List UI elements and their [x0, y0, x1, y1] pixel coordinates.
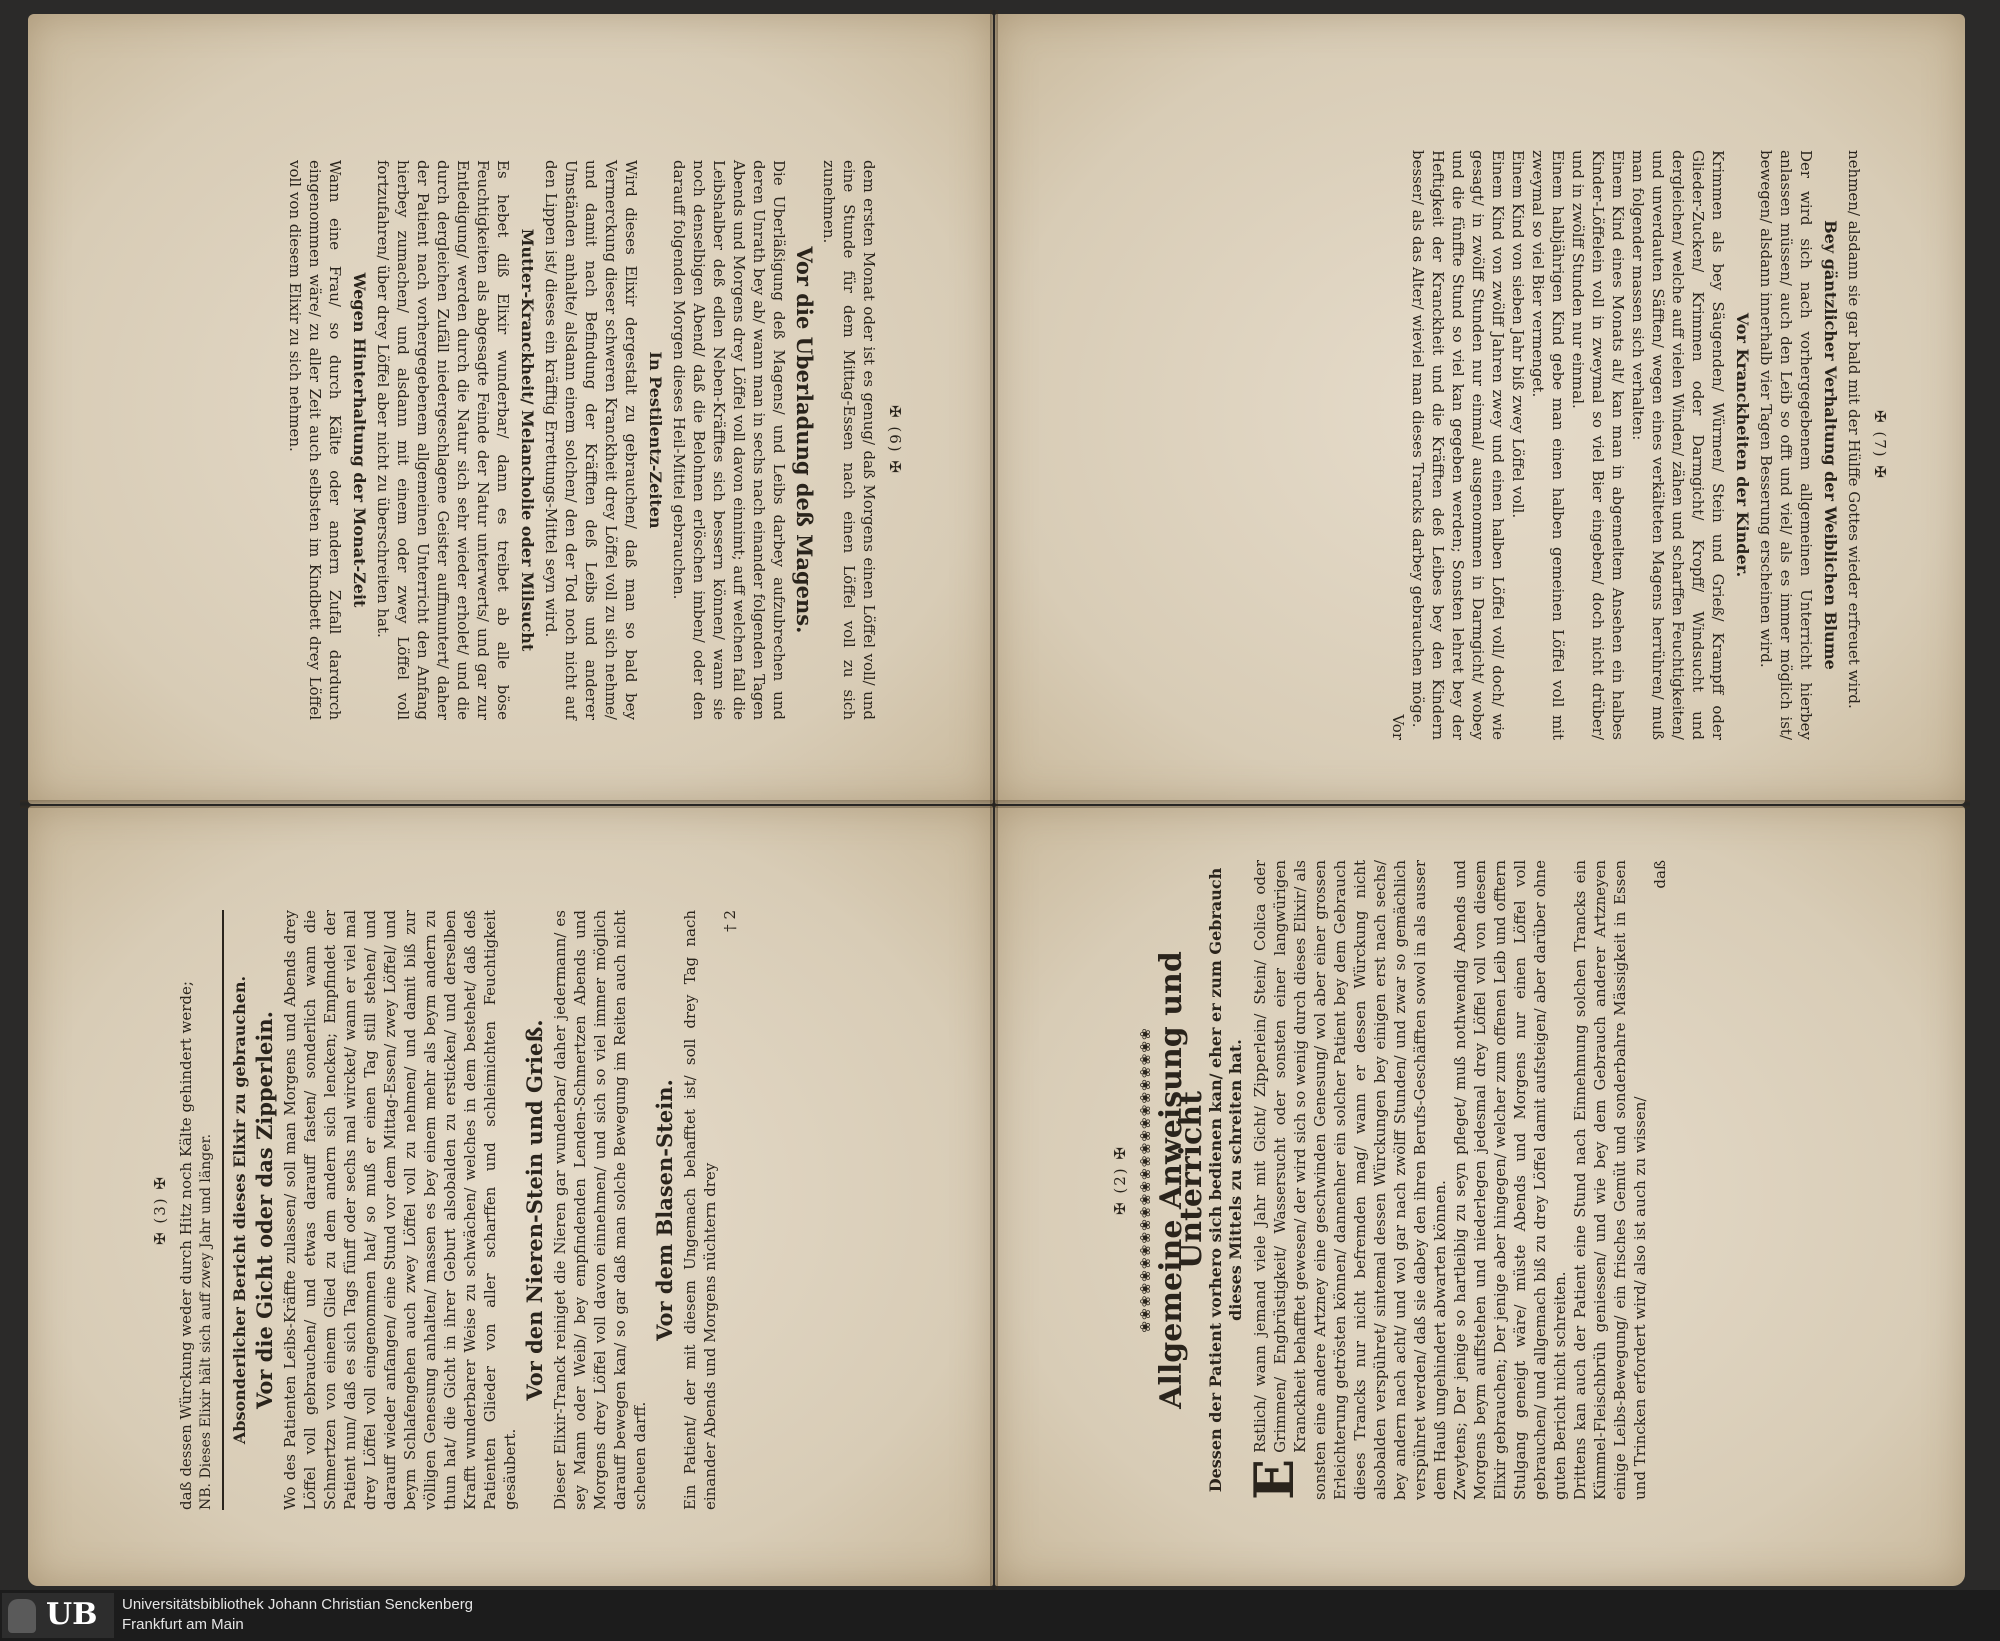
divider [222, 910, 224, 1510]
page-3-intro: daß dessen Würckung weder durch Hitz noch Kälte gehindert werde; [177, 981, 195, 1510]
library-name: Universitätsbibliothek Johann Christian Senckenberg [122, 1596, 474, 1613]
paragraph-mutter: Es hebet diß Elixir wunderbar/ dann es treibet ab alle böse Feuchtigkeiten als abgesagte Feinde der Natur unterwerts/ und gar zur Entledigung/ werden durch die Natur sich sehr wieder erholet/ und die durch dergleichen Zufäll niedergeschlagene Geister auffmuntert/ daher der Patient nach vorhergegebenem allgemeinen Unterricht den Anfang hierbey zumachen/ und alsdann mit einem oder zwey Löffel voll fortzufahren/ über drey Löffel aber nicht zu überschreiten hat. [374, 160, 512, 720]
page-number: ✠ (7) ✠ [1871, 410, 1889, 480]
paragraph-magen: Die Uberläßigung deß Magens/ und Leibs darbey aufzubrechen und deren Unrath bey ab/ wann man in sechs nach einander folgenden Tagen Abends und Morgens drey Löffel voll davon einnimt; auff welchen fall die Leibshalber deß edlen Neben-Kräfftes sich bessern können/ wann sie noch denselbigen Abend/ daß die Belohnen erlöschen imben/ oder den darauff folgenden Morgen dieses Heil-Mittel gebrauchen. [670, 160, 788, 720]
page-number: ✠ (3) ✠ [151, 1175, 169, 1245]
paragraph-kind-zwoelf: Einem Kind von zwölff Jahren zwey und einen halben Löffel voll/ doch/ wie gesagt/ in zwölff Stunden nur einmal/ ausgenommen in Darmgicht/ wobey und die fünffte Stund so viel kan gegeben werden; Sonsten lehret bey der Heftigkeit der Kranckheit und die Kräfften deß Leibes bey den Kindern besser/ als das Alter/ wieviel man dieses Trancks darbey gebrauchen möge. [1409, 150, 1507, 740]
page-number: ✠ (2) ✠ [1111, 1145, 1129, 1215]
heading-blasen: Vor dem Blasen-Stein. [652, 1079, 677, 1341]
portrait-icon [8, 1599, 36, 1633]
fleuron-border: ❀❀❀❀❀❀❀❀❀❀❀❀❀❀❀❀❀❀❀❀❀❀❀❀ [1138, 1027, 1154, 1333]
paragraph-kind-monat: Einem Kind eines Monats alt/ kan man in abgemeltem Ansehen ein halbes Kinder-Löffelein voll in zweymal so viel Bier eingeben/ doch nicht drüber/ und in zwölff Stunden nur einmal. [1569, 150, 1627, 740]
catchword: Vor [1389, 714, 1407, 740]
catchword: daß [1651, 860, 1669, 889]
heading-kinder: Vor Kranckheiten der Kinder. [1733, 312, 1752, 578]
heading-magen: Vor die Uberladung deß Magens. [792, 246, 817, 634]
paragraph-drittens: Drittens kan auch der Patient eine Stund nach Einnehmung solchen Trancks ein Kümmel-Fleischbrüh geniessen/ und wie bey dem Gebrauch anderer Artzneyen einige Leibs-Bewegung/ ein frisches Gemüt und sonderbahre Mässigkeit in Essen und Trincken erfordert wird/ also ist auch zu wissen/ [1571, 860, 1649, 1500]
page-3-column [150, 910, 740, 1510]
library-footer [0, 1590, 2000, 1641]
heading-nieren: Vor den Nieren-Stein und Grieß. [522, 1019, 547, 1401]
heading-pest: In Pestilentz-Zeiten [646, 351, 665, 529]
heading-bericht: Absonderlicher Bericht dieses Elixir zu gebrauchen. [230, 975, 249, 1445]
page-6-column [285, 160, 905, 720]
library-logo [2, 1593, 114, 1638]
page-6-intro: dem ersten Monat oder ist es genug/ daß Morgens einen Löffel voll/ und eine Stunde für dem Mittag-Essen nach einen Löffel voll zu sich zunehmen. [820, 160, 878, 720]
paragraph-kinder: Krimmen als bey Säugenden/ Würmen/ Stein und Grieß/ Krampff oder Glieder-Zucken/ Krimmen oder Darmgicht/ Kropff/ Windsucht und dergleichen/ welche auff vielen Winden/ zähen und scharffen Feuchtigkeiten/ und unverdauten Säfften/ wegen eines verkälteten Magens herrühren/ muß man folgender massen sich verhalten: [1629, 150, 1727, 740]
page-2-column [1110, 860, 1670, 1500]
drop-cap-initial: E [1242, 1458, 1306, 1500]
paragraph-zweytens: Zweytens; Der jenige so hartleibig zu seyn pfleget/ muß nothwendig Abends und Morgens beym auffstehen und niederlegen jedesmal drey Löffel voll von diesem Elixir gebrauchen; Der jenige aber hingegen/ welcher zum offenen Leib und offtern Stulgang geneigt wäre/ müste Abends und Morgens nur einen Löffel voll gebrauchen/ und allgemach biß zu drey Löffel damit aufsteigen/ aber darüber ohne guten Bericht nicht schreiten. [1451, 860, 1569, 1500]
library-location: Frankfurt am Main [122, 1616, 244, 1633]
heading-blume: Bey gäntzlicher Verhaltung der Weiblichen Blume [1821, 220, 1840, 670]
paragraph-blasen: Ein Patient/ der mit diesem Ungemach behafftet ist/ soll drey Tag nach einander Abends und Morgens nüchtern drey [681, 910, 719, 1510]
paragraph-gicht: Wo des Patienten Leibs-Kräffte zulassen/ soll man Morgens und Abends drey Löffel voll gebrauchen/ und etwas darauff fasten/ sonderlich wann die Schmertzen von einem Glied zu dem andern sich lencken; Empfindet der Patient nun/ daß es sich Tags fünff oder sechs mal wircket/ wann er viel mal drey Löffel voll eingenommen hat/ so muß er einen Tag still stehen/ und darauff wieder anfangen/ eine Stund vor dem Mittag-Essen/ zwey Löffel/ und beym Schlafengehen auch zwey Löffel voll zu nehmen/ und damit biß zur völligen Genesung anhalten/ massen es bey einem mehr als beym andern zu thun hat/ die Gicht in ihrer Geburt alsobalden zu ersticken/ und derselben Krafft wunderbarer Weise zu schwächen/ welches in dem bestehet/ daß deß Patienten Glieder von aller scharffen und schleimichten Feuchtigkeit gesäubert. [281, 910, 519, 1510]
page-7-intro: nehmen/ alsdann sie gar bald mit der Hülffe Gottes wieder erfreuet wird. [1845, 150, 1863, 709]
paragraph-erstlich: Rstlich/ wann jemand viele Jahr mit Gicht/ Zipperlein/ Stein/ Colica oder Grimmen/ Engbrüstigkeit/ Wassersucht oder sonsten einer langwürigen Kranckheit behafftet gewesen/ der wird sich so wenig durch dieses Elixir/ als sonsten eine andere Artzney eine geschwinden Genesung/ wol aber einer grossen Erleichterung getrösten können/ dannenher ein solcher Patient bey dem Gebrauch dieses Trancks nur nicht befremden mag/ wann er dessen Würckung nicht alsobalden verspühret/ sintemal dessen Würckungen bey einigen erst nach sechs/ bey andern nach acht/ und wol gar nach zwölff Stunden/ und zwar so gemächlich verspühret werden/ daß sie dabey den ihren Berufs-Geschäfften sowol in als ausser dem Hauß ungehindert abwarten können. [1251, 860, 1449, 1500]
signature-mark: † 2 [721, 910, 739, 932]
heading-gicht: Vor die Gicht oder das Zipperlein. [252, 1011, 277, 1409]
paragraph-blume: Der wird sich nach vorhergegebenem allgemeinen Unterricht hierbey anlassen müssen/ auch den Leib so offt und viel/ als es immer möglich ist/ bewegen/ alsdann innerhalb vier Tagen Besserung erscheinen wird. [1757, 150, 1815, 740]
paragraph-nieren: Dieser Elixir-Tranck reiniget die Nieren gar wunderbar/ daher jedermann/ es sey Mann oder Weib/ bey empfindenden Lenden-Schmertzen Abends und Morgens drey Löffel voll davon einnehmen/ und sich so viel immer möglich darauff bewegen kan/ so gar daß man solche Bewegung im Reiten auch nicht scheuen darff. [551, 910, 649, 1510]
nota-bene: NB. Dieses Elixir hält sich auff zwey Jahr und länger. [198, 1133, 214, 1510]
page-number: ✠ (6) ✠ [886, 405, 904, 475]
paragraph-kind-sieben: Einem Kind von sieben Jahr biß zwey Löffel voll. [1509, 150, 1527, 519]
logo-text: UB [46, 1597, 98, 1632]
document-title: Allgemeine Anweisung und Unterricht [1154, 951, 1209, 1409]
paragraph-kind-halbjahr: Einem halbjährigen Kind gebe man einen halben gemeinen Löffel voll mit zweymal so viel Bier vermenget. [1529, 150, 1567, 740]
heading-monat: Wegen Hinterhaltung der Monat-Zeit [350, 272, 369, 608]
paragraph-monat: Wann eine Frau/ so durch Kälte oder andern Zufall dardurch eingenommen wäre/ zu aller Zeit auch selbsten im Kindbett drey Löffel voll von diesem Elixir zu sich nehmen. [286, 160, 344, 720]
horizontal-fold-line [20, 800, 1970, 808]
heading-mutter: Mutter-Kranckheit/ Melancholie oder Milsucht [518, 228, 537, 652]
paragraph-pest: Wird dieses Elixir dergestalt zu gebrauchen/ daß man so bald bey Vermerckung dieser schweren Kranckheit drey Löffel voll zu sich nehme/ und damit nach Befindung der Kräfften deß Leibs und anderer Umständen anhalte/ alsdann einem solchen/ den der Tod noch nicht auf den Lippen ist/ dieses ein kräfftig Errettungs-Mittel seyn wird. [542, 160, 640, 720]
document-subtitle: Dessen der Patient vorhero sich bedienen kan/ eher er zum Gebrauch dieses Mittels zu schreiten hat. [1206, 867, 1245, 1493]
page-7-column [1388, 150, 1890, 740]
